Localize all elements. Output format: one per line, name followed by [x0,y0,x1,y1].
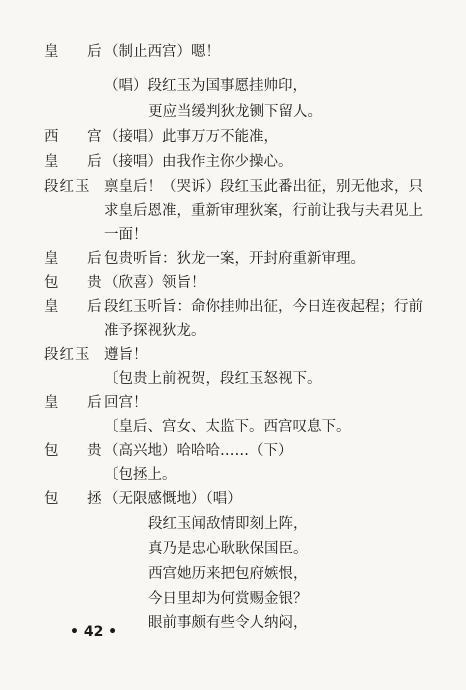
script-line [0,318,466,344]
script-line [0,536,466,562]
script-line [0,390,466,416]
script-line [0,73,466,99]
speaker-name: 包 贵 [44,443,114,459]
dialogue-text: 求皇后恩准，重新审理狄案，行前让我与夫君见上 [104,203,423,219]
script-line [0,586,466,612]
script-line [0,246,466,272]
script-line [0,511,466,537]
dialogue-text: （接唱）此事万万不能准， [104,129,278,145]
stage-direction: 〔皇后、宫女、太监下。西宫叹息下。 [104,419,351,435]
verse-text: 西宫她历来把包府嫉恨， [148,566,308,582]
dialogue-text: （接唱）由我作主你少操心。 [104,154,293,170]
script-line [0,99,466,125]
dialogue-text: （制止西宫）嗯！ [104,44,220,60]
script-line [0,270,466,296]
dialogue-text: （唱）段红玉为国事愿挂帅印， [104,78,307,94]
script-line [0,124,466,150]
stage-direction: 〔包拯上。 [104,467,177,483]
script-line [0,222,466,248]
speaker-name: 皇 后 [44,251,114,267]
verse-text: 真乃是忠心耿耿保国臣。 [148,541,308,557]
script-line [0,198,466,224]
speaker-name: 段红玉 [44,179,91,195]
script-line [0,174,466,200]
verse-text: 段红玉闻敌情即刻上阵， [148,516,308,532]
script-line [0,462,466,488]
script-line [0,438,466,464]
speaker-name: 包 贵 [44,275,114,291]
dialogue-text: 禀皇后！（哭诉）段红玉此番出征，别无他求，只 [104,179,423,195]
script-line [0,294,466,320]
stage-direction: 〔包贵上前祝贺，段红玉怒视下。 [104,371,322,387]
dialogue-text: 包贵听旨：狄龙一案，开封府重新审理。 [104,251,365,267]
page-number: • 42 • [70,624,118,640]
script-line [0,39,466,65]
speaker-name: 包 拯 [44,491,114,507]
script-line [0,414,466,440]
dialogue-text: （无限感慨地）（唱） [104,491,242,507]
verse-text: 眼前事颇有些令人纳闷， [148,615,308,631]
dialogue-text: （欣喜）领旨！ [104,275,206,291]
verse-text: 今日里却为何赏赐金银？ [148,591,308,607]
script-line [0,366,466,392]
speaker-name: 皇 后 [44,299,114,315]
speaker-name: 西 宫 [44,129,114,145]
dialogue-text: 准予探视狄龙。 [104,323,206,339]
script-line [0,486,466,512]
speaker-name: 段红玉 [44,347,91,363]
script-line [0,342,466,368]
dialogue-text: 遵旨！ [104,347,148,363]
speaker-name: 皇 后 [44,395,114,411]
dialogue-text: 一面！ [104,227,148,243]
dialogue-text: 回宫！ [104,395,148,411]
speaker-name: 皇 后 [44,154,114,170]
speaker-name: 皇 后 [44,44,114,60]
script-line [0,149,466,175]
verse-text: 更应当缓判狄龙铡下留人。 [148,104,322,120]
dialogue-text: （高兴地）哈哈哈……（下） [104,443,293,459]
script-line [0,561,466,587]
dialogue-text: 段红玉听旨：命你挂帅出征，今日连夜起程；行前 [104,299,423,315]
